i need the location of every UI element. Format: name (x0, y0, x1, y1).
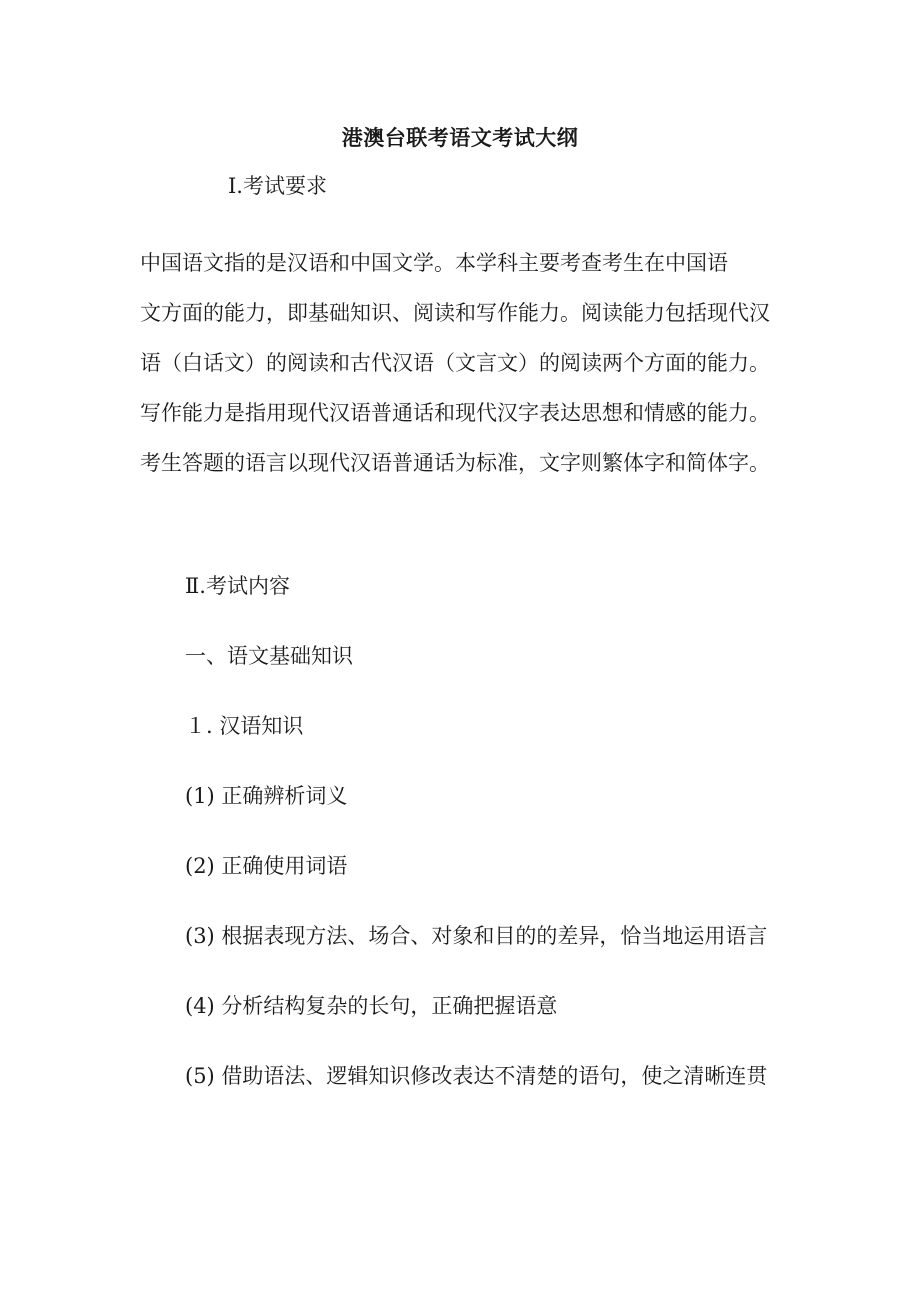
paragraph-line: 中国语文指的是汉语和中国文学。本学科主要考查考生在中国语 (140, 251, 728, 275)
paragraph-line: 语（白话文）的阅读和古代汉语（文言文）的阅读两个方面的能力。 (140, 351, 770, 375)
section-heading-exam-requirements: Ⅰ.考试要求 (228, 174, 327, 198)
paragraph-line: 文方面的能力，即基础知识、阅读和写作能力。阅读能力包括现代汉 (140, 301, 770, 325)
section-heading-exam-content: Ⅱ.考试内容 (185, 574, 290, 598)
list-item: (4) 分析结构复杂的长句，正确把握语意 (185, 994, 558, 1018)
intro-paragraph (140, 238, 790, 488)
list-item: (1) 正确辨析词义 (185, 784, 348, 808)
subsection-heading-basic-knowledge: 一、语文基础知识 (185, 644, 353, 668)
list-item: (2) 正确使用词语 (185, 854, 348, 878)
list-item: (3) 根据表现方法、场合、对象和目的的差异，恰当地运用语言 (185, 924, 768, 948)
paragraph-line: 考生答题的语言以现代汉语普通话为标准，文字则繁体字和简体字。 (140, 451, 770, 475)
document-title: 港澳台联考语文考试大纲 (341, 125, 579, 150)
list-item: (5) 借助语法、逻辑知识修改表达不清楚的语句，使之清晰连贯 (185, 1064, 768, 1088)
subsection-heading-chinese-knowledge: １. 汉语知识 (185, 714, 304, 738)
paragraph-line: 写作能力是指用现代汉语普通话和现代汉字表达思想和情感的能力。 (140, 401, 770, 425)
